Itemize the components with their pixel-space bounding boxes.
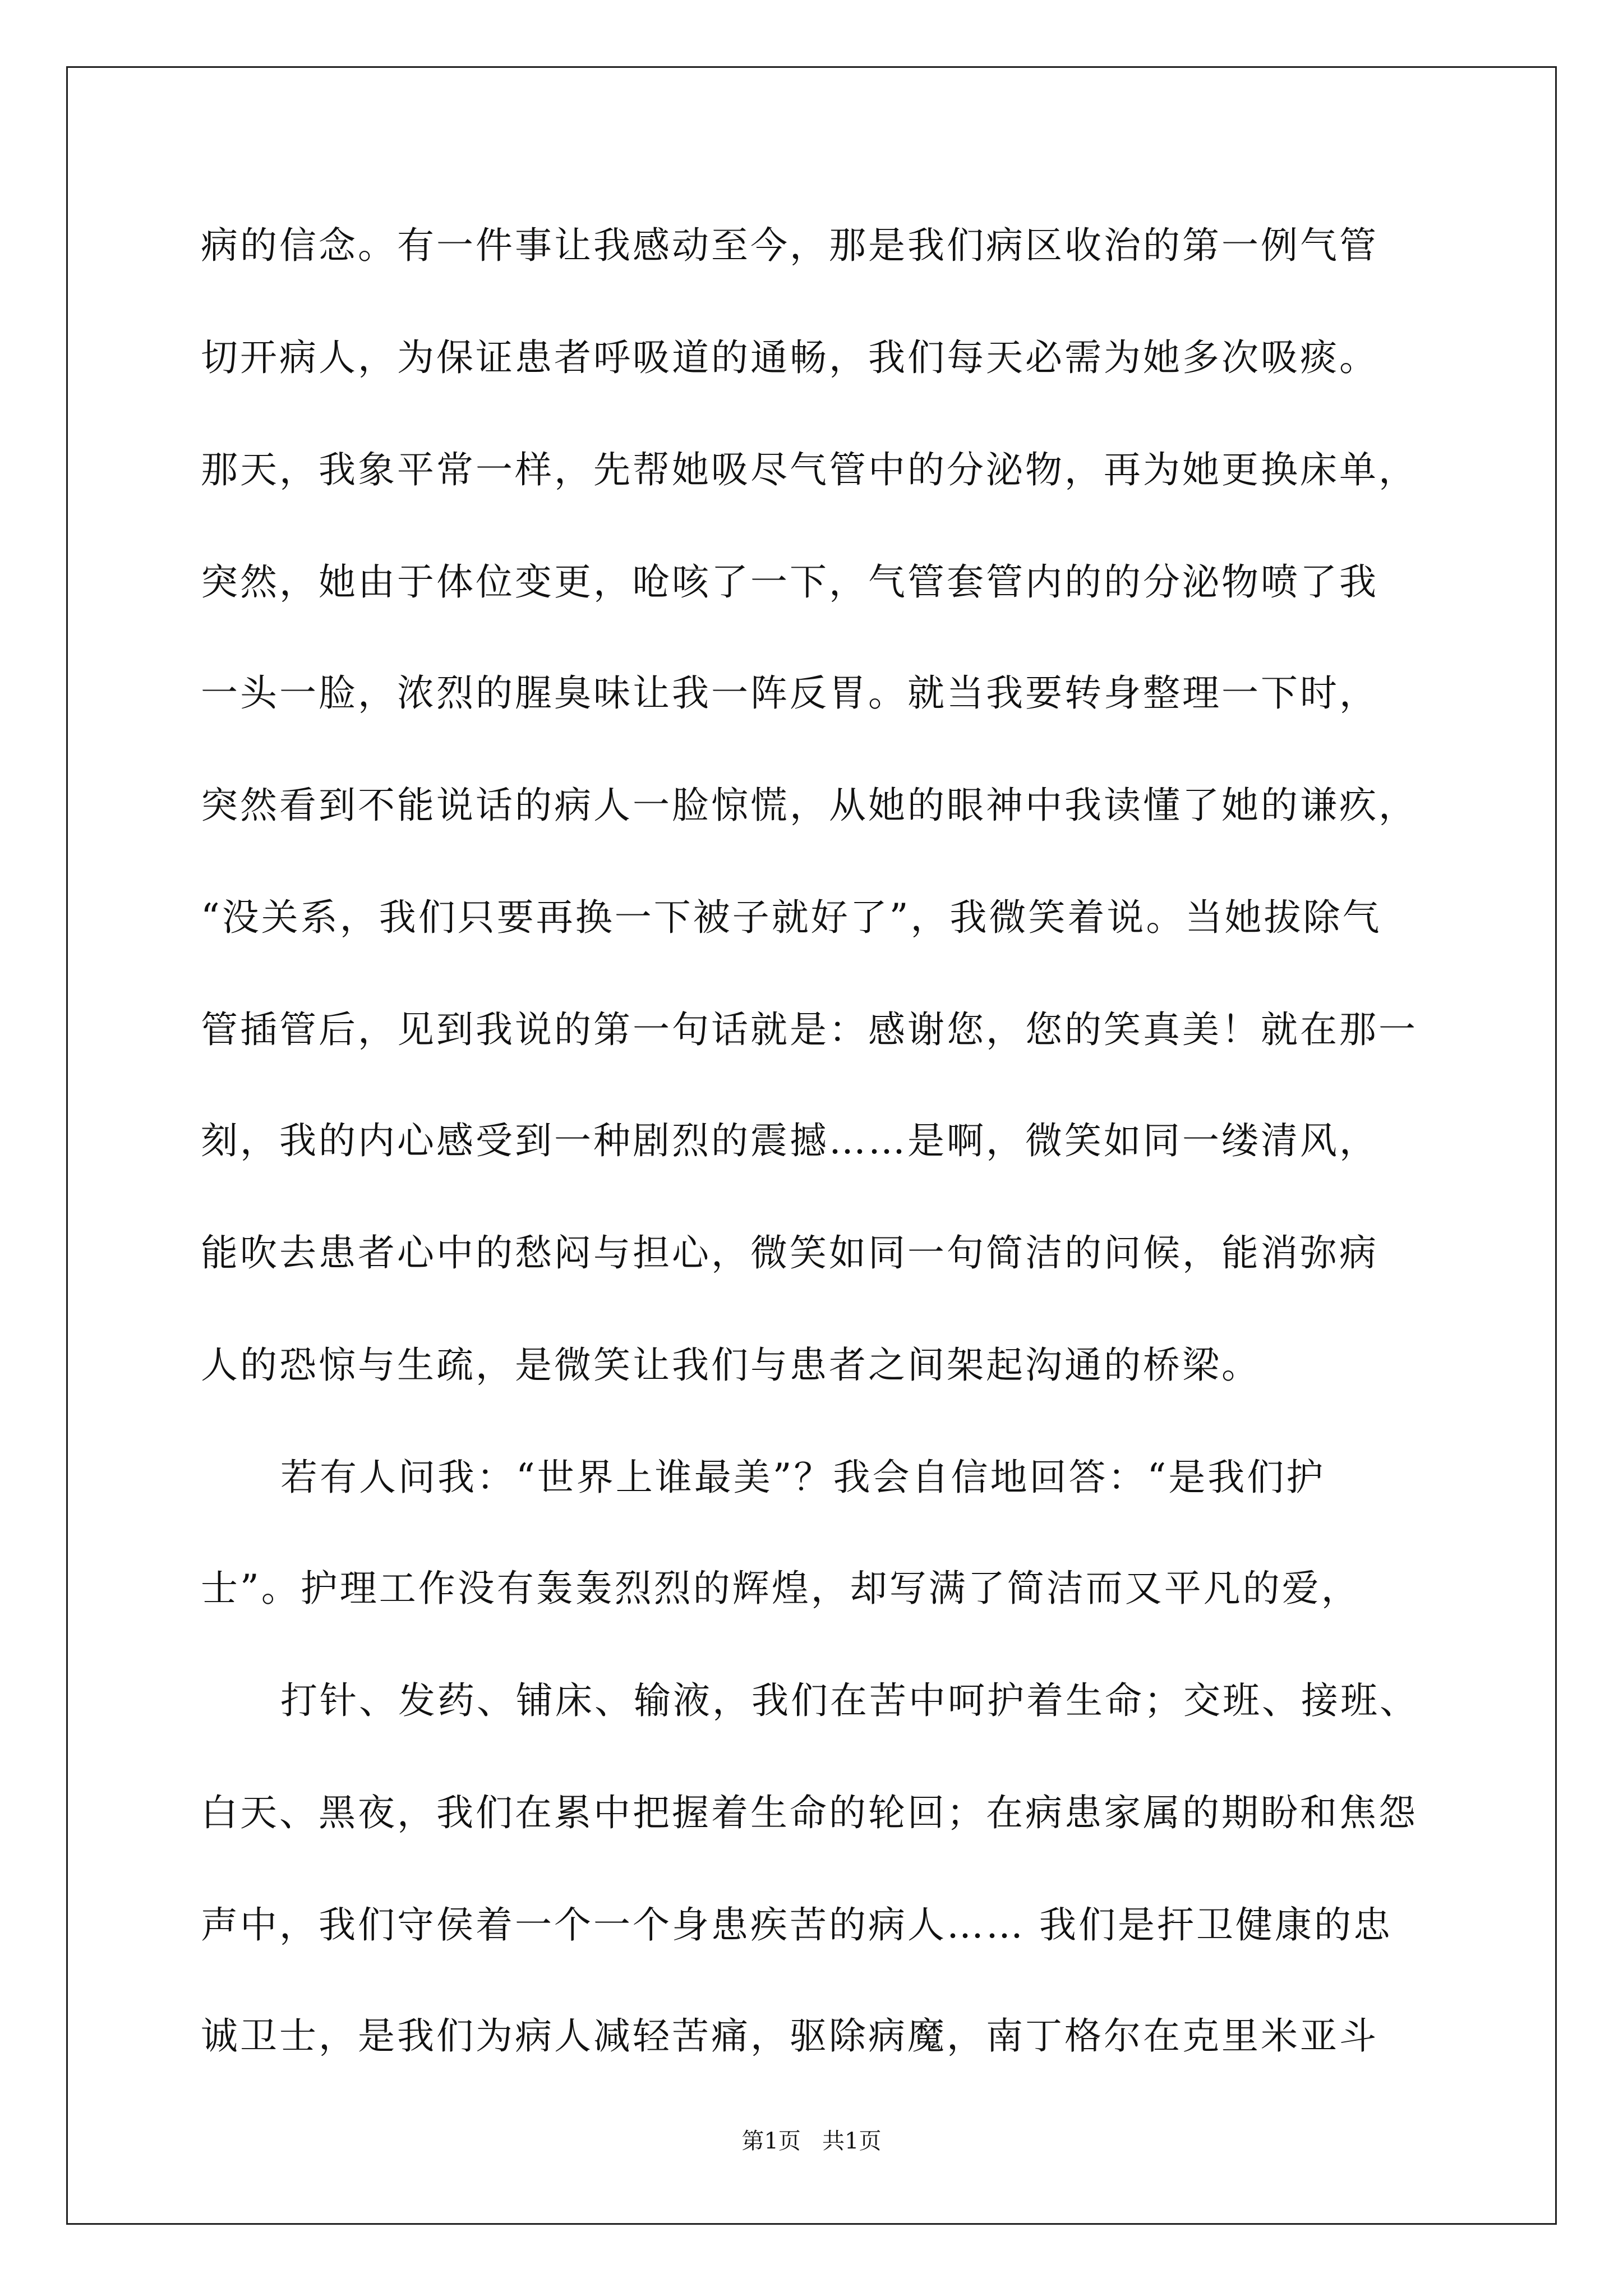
paragraph-line: 那天，我象平常一样，先帮她吸尽气管中的分泌物，再为她更换床单， — [201, 448, 1418, 491]
paragraph-line: 病的信念。有一件事让我感动至今，那是我们病区收治的第一例气管 — [201, 224, 1378, 267]
paragraph-line: 声中，我们守侯着一个一个身患疾苦的病人…… 我们是扞卫健康的忠 — [201, 1903, 1393, 1947]
paragraph-line: 突然，她由于体位变更，呛咳了一下，气管套管内的的分泌物喷了我 — [201, 560, 1378, 604]
paragraph-line: 人的恐惊与生疏，是微笑让我们与患者之间架起沟通的桥梁。 — [201, 1343, 1261, 1387]
paragraph-line: 打针、发药、铺床、输液，我们在苦中呵护着生命；交班、接班、 — [280, 1679, 1419, 1722]
paragraph-line: 白天、黑夜，我们在累中把握着生命的轮回；在病患家属的期盼和焦怨 — [201, 1791, 1418, 1834]
paragraph-line: 诚卫士，是我们为病人减轻苦痛，驱除病魔，南丁格尔在克里米亚斗 — [201, 2014, 1378, 2058]
paragraph-line: 能吹去患者心中的愁闷与担心，微笑如同一句简洁的问候，能消弥病 — [201, 1231, 1378, 1274]
paragraph-line: 刻，我的内心感受到一种剧烈的震撼……是啊，微笑如同一缕清风， — [201, 1119, 1378, 1162]
paragraph-line: 管插管后，见到我说的第一句话就是：感谢您，您的笑真美！就在那一 — [201, 1008, 1418, 1051]
page-number-footer: 第1页 共1页 — [741, 2128, 882, 2154]
paragraph-line: 若有人问我：“世界上谁最美”？我会自信地回答：“是我们护 — [280, 1456, 1326, 1499]
paragraph-line: 切开病人，为保证患者呼吸道的通畅，我们每天必需为她多次吸痰。 — [201, 336, 1378, 379]
paragraph-line: 突然看到不能说话的病人一脸惊慌，从她的眼神中我读懂了她的谦疚， — [201, 784, 1418, 827]
paragraph-line: 士”。护理工作没有轰轰烈烈的辉煌，却写满了简洁而又平凡的爱， — [201, 1567, 1361, 1610]
paragraph-line: “没关系，我们只要再换一下被子就好了”，我微笑着说。当她拔除气 — [201, 896, 1382, 939]
paragraph-line: 一头一脸，浓烈的腥臭味让我一阵反胃。就当我要转身整理一下时， — [201, 671, 1378, 715]
